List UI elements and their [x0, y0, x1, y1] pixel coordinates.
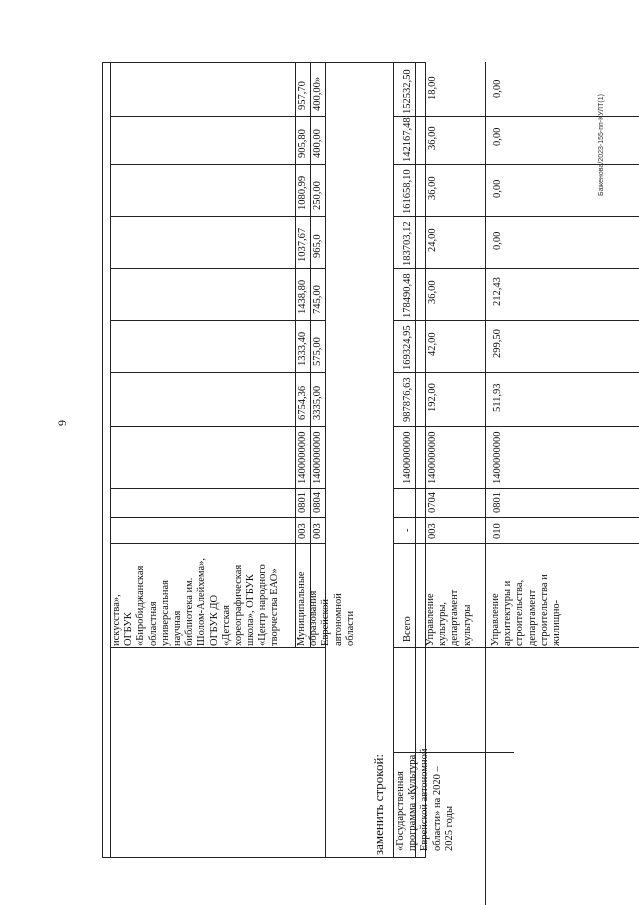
muni-v7-2: 400,00» [312, 76, 323, 111]
total-v6: 142167,48 [402, 117, 413, 162]
muni-v5-2: 250,00 [312, 181, 323, 210]
total-v4: 183703,12 [402, 221, 413, 266]
muni-v5-1: 1080,99 [297, 175, 308, 210]
total-label: Всего [402, 616, 413, 642]
arch-v5: 0,00 [492, 179, 503, 198]
culture-v2: 42,00 [427, 332, 438, 356]
arch-v6: 0,00 [492, 127, 503, 146]
muni-v1-2: 3335,00 [312, 385, 323, 420]
total-v3: 178490,48 [402, 273, 413, 318]
arch-v7: 0,00 [492, 79, 503, 98]
program-cell: «Государственная программа «Культура Еврейской автономной области» на 2020 – 2025 годы [395, 748, 455, 851]
muni-rzpr-2: 0804 [312, 492, 323, 513]
total-csr: 1400000000 [402, 431, 413, 484]
arch-csr: 1400000000 [492, 431, 503, 484]
arch-v4: 0,00 [492, 231, 503, 250]
footer-reference: Баженова/2023-155-пп-КУЛТ(1) [598, 94, 605, 196]
culture-v5: 36,00 [427, 176, 438, 200]
culture-rzpr: 0704 [427, 492, 438, 513]
arch-grbs: 010 [492, 523, 503, 539]
page-number: 9 [55, 420, 69, 426]
muni-v3-1: 1438,80 [297, 279, 308, 314]
culture-csr: 1400000000 [427, 431, 438, 484]
muni-v4-2: 965,0 [312, 234, 323, 258]
culture-v4: 24,00 [427, 228, 438, 252]
muni-csr-1: 1400000000 [297, 431, 308, 484]
muni-csr-2: 1400000000 [312, 431, 323, 484]
total-v2: 169324,95 [402, 325, 413, 370]
muni-v3-2: 745,00 [312, 285, 323, 314]
muni-v6-1: 905,80 [297, 129, 308, 158]
muni-rzpr-1: 0801 [297, 492, 308, 513]
executor-cell: искусства», ОГБУК «Биробиджанская областная универсальная научная библиотека им. Шолом-Алейхема», ОГБУК ДО «Детская хореографическая школа», ОГБУК «Центр народного творчества ЕАО» [111, 558, 281, 646]
arch-rzpr: 0801 [492, 492, 503, 513]
total-v7: 152532,50 [402, 69, 413, 114]
muni-v6-2: 400,00 [312, 129, 323, 158]
culture-v6: 36,00 [427, 126, 438, 150]
culture-v1: 192,00 [427, 383, 438, 412]
culture-v7: 18,00 [427, 76, 438, 100]
arch-label: Управление архитектуры и строительства, департамент строительства и жилищно- [490, 574, 562, 646]
municipal-label: Муниципальные образования Еврейской автономной области [296, 571, 356, 646]
total-v5: 161658,10 [402, 169, 413, 214]
muni-v2-1: 1333,40 [297, 331, 308, 366]
culture-v3: 36,00 [427, 280, 438, 304]
arch-v2: 299,50 [492, 329, 503, 358]
muni-grbs-2: 003 [312, 523, 323, 539]
total-grbs: - [402, 528, 413, 532]
culture-label: Управление культуры, департамент культуры [425, 589, 473, 646]
arch-v1: 511,93 [492, 383, 503, 412]
muni-v7-1: 957,70 [297, 81, 308, 110]
total-v1: 987876,63 [402, 377, 413, 422]
muni-v2-2: 575,00 [312, 337, 323, 366]
muni-grbs-1: 003 [297, 523, 308, 539]
muni-v1-1: 6754,36 [297, 385, 308, 420]
culture-grbs: 003 [427, 523, 438, 539]
muni-v4-1: 1037,67 [297, 227, 308, 262]
arch-v3: 212,43 [492, 277, 503, 306]
section-heading: заменить строкой: [371, 753, 386, 855]
